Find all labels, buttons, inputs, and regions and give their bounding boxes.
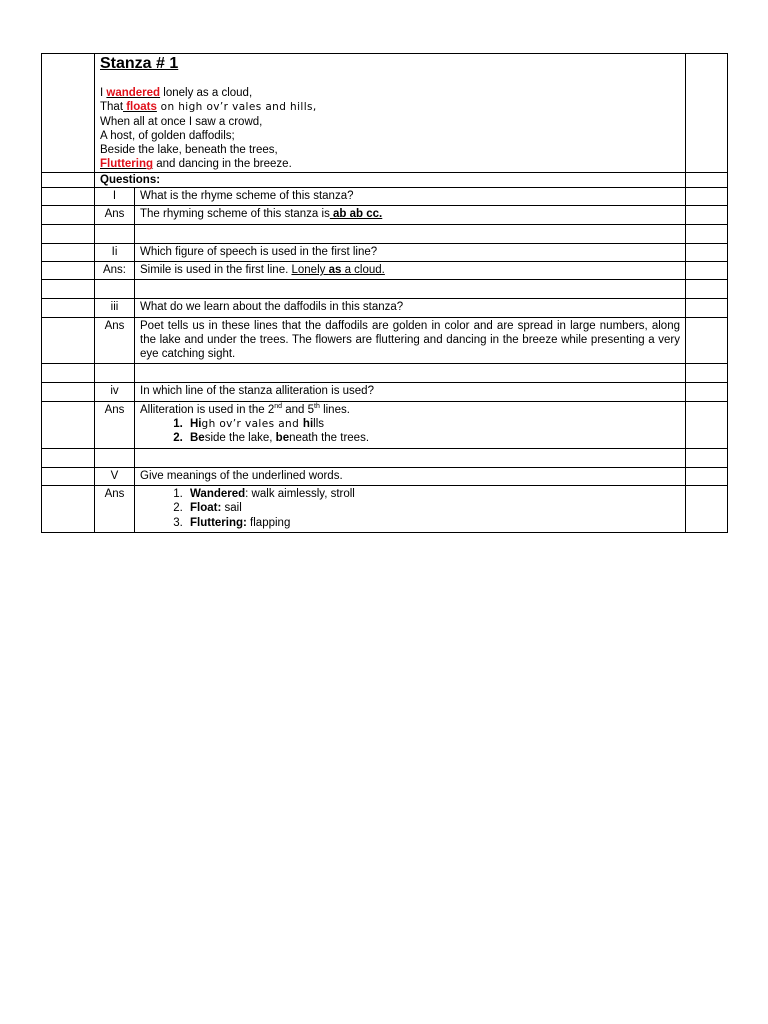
alliteration-list (140, 417, 680, 446)
question-number: iv (95, 383, 135, 401)
spacer-row (42, 364, 728, 383)
highlight-floats: floats (123, 101, 157, 114)
answer-label: Ans: (95, 261, 135, 279)
question-text: What is the rhyme scheme of this stanza? (135, 188, 686, 206)
question-text: Give meanings of the underlined words. (135, 467, 686, 485)
poem-line-4: A host, of golden daffodils; (100, 129, 235, 142)
poem-line-6: Fluttering and dancing in the breeze. (100, 158, 292, 171)
meanings-list (140, 487, 680, 530)
list-item: 2. Float: sail (186, 501, 680, 515)
question-number: V (95, 467, 135, 485)
spacer-row (42, 448, 728, 467)
answer-text: The rhyming scheme of this stanza is ab ab cc. (135, 206, 686, 224)
answer-text: Alliteration is used in the 2nd and 5th lines. 1. High ov’r vales and hills 2. Beside the lake, beneath the trees. (135, 401, 686, 448)
list-item: 3. Fluttering: flapping (186, 516, 680, 530)
stanza-cell (95, 54, 686, 173)
question-number: Ii (95, 243, 135, 261)
highlight-fluttering: Fluttering (100, 158, 154, 171)
answer-row (42, 485, 728, 532)
poem-line-2: That floats on high ov’r vales and hills, (100, 101, 317, 114)
answer-row (42, 261, 728, 279)
answer-label: Ans (95, 401, 135, 448)
question-number: I (95, 188, 135, 206)
answer-row (42, 317, 728, 364)
answer-row (42, 401, 728, 448)
answer-text (135, 485, 686, 532)
answer-label: Ans (95, 317, 135, 364)
list-item: 2. Beside the lake, beneath the trees. (186, 431, 680, 445)
list-item: 1. High ov’r vales and hills (186, 417, 680, 431)
right-margin-cell (686, 54, 728, 173)
spacer-row (42, 280, 728, 299)
poem-line-5: Beside the lake, beneath the trees, (100, 144, 278, 157)
stanza-row (42, 54, 728, 173)
spacer-row (42, 224, 728, 243)
answer-text: Poet tells us in these lines that the daffodils are golden in color and are spread in large numbers, along the lake and under the trees. The flowers are fluttering and dancing in the breeze while presenting a very eye catching sight. (135, 317, 686, 364)
poem-line-3: When all at once I saw a crowd, (100, 115, 263, 128)
answer-row (42, 206, 728, 224)
question-row (42, 188, 728, 206)
question-text: Which figure of speech is used in the first line? (135, 243, 686, 261)
question-text: In which line of the stanza alliteration is used? (135, 383, 686, 401)
questions-label: Questions: (95, 172, 686, 187)
stanza-title: Stanza # 1 (100, 55, 179, 72)
highlight-wandered: wandered (106, 87, 161, 99)
question-text: What do we learn about the daffodils in this stanza? (135, 299, 686, 317)
list-item: 1. Wandered: walk aimlessly, stroll (186, 487, 680, 501)
answer-label: Ans (95, 206, 135, 224)
left-margin-cell (42, 54, 95, 173)
worksheet-table (41, 53, 728, 533)
question-row (42, 467, 728, 485)
answer-label: Ans (95, 485, 135, 532)
question-row (42, 243, 728, 261)
answer-text: Simile is used in the first line. Lonely as a cloud. (135, 261, 686, 279)
question-number: iii (95, 299, 135, 317)
question-row (42, 299, 728, 317)
poem-line-1: I wandered lonely as a cloud, (100, 87, 253, 99)
questions-header-row (42, 172, 728, 187)
question-row (42, 383, 728, 401)
